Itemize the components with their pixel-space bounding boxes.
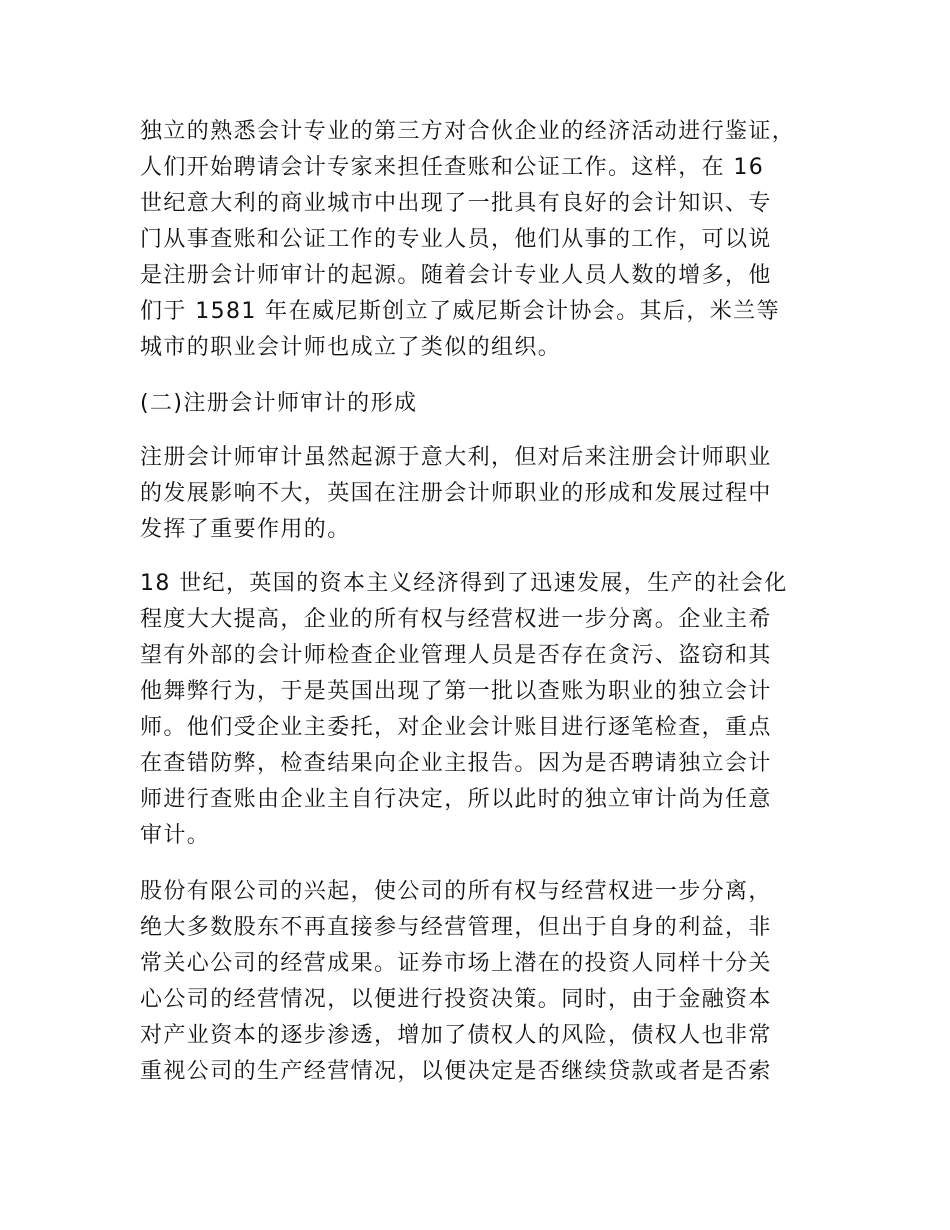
text-line: 的发展影响不大，英国在注册会计师职业的形成和发展过程中 bbox=[140, 481, 772, 506]
text-line: 18 世纪，英国的资本主义经济得到了迅速发展，生产的社会化 bbox=[140, 571, 788, 596]
text-line: 常关心公司的经营成果。证券市场上潜在的投资人同样十分关 bbox=[140, 951, 772, 976]
text-line: 他舞弊行为，于是英国出现了第一批以查账为职业的独立会计 bbox=[140, 679, 772, 704]
text-line: 师。他们受企业主委托，对企业会计账目进行逐笔检查，重点 bbox=[140, 715, 772, 740]
text-line: 人们开始聘请会计专家来担任查账和公证工作。这样，在 16 bbox=[140, 155, 765, 180]
text-line: 程度大大提高，企业的所有权与经营权进一步分离。企业主希 bbox=[140, 607, 772, 632]
text-line: 股份有限公司的兴起，使公司的所有权与经营权进一步分离， bbox=[140, 879, 772, 904]
text-line: 独立的熟悉会计专业的第三方对合伙企业的经济活动进行鉴证， bbox=[140, 119, 796, 144]
text-line: 望有外部的会计师检查企业管理人员是否存在贪污、盗窃和其 bbox=[140, 643, 772, 668]
paragraph-joint-stock bbox=[140, 874, 820, 1090]
heading-line: (二)注册会计师审计的形成 bbox=[140, 391, 418, 416]
paragraph-formation bbox=[140, 440, 820, 548]
text-line: 心公司的经营情况，以便进行投资决策。同时，由于金融资本 bbox=[140, 987, 772, 1012]
text-line: 师进行查账由企业主自行决定，所以此时的独立审计尚为任意 bbox=[140, 787, 772, 812]
text-line: 注册会计师审计虽然起源于意大利，但对后来注册会计师职业 bbox=[140, 445, 772, 470]
text-line: 门从事查账和公证工作的专业人员，他们从事的工作，可以说 bbox=[140, 227, 772, 252]
text-line: 发挥了重要作用的。 bbox=[140, 517, 351, 542]
text-line: 城市的职业会计师也成立了类似的组织。 bbox=[140, 335, 562, 360]
text-line: 对产业资本的逐步渗透，增加了债权人的风险，债权人也非常 bbox=[140, 1023, 772, 1048]
paragraph-18th-century bbox=[140, 566, 820, 854]
section-heading bbox=[140, 386, 820, 422]
text-line: 是注册会计师审计的起源。随着会计专业人员人数的增多，他 bbox=[140, 263, 772, 288]
text-line: 在查错防弊，检查结果向企业主报告。因为是否聘请独立会计 bbox=[140, 751, 772, 776]
text-line: 绝大多数股东不再直接参与经营管理，但出于自身的利益，非 bbox=[140, 915, 772, 940]
paragraph-origin bbox=[140, 114, 820, 366]
text-line: 们于 1581 年在威尼斯创立了威尼斯会计协会。其后，米兰等 bbox=[140, 299, 780, 324]
text-line: 重视公司的生产经营情况，以便决定是否继续贷款或者是否索 bbox=[140, 1059, 772, 1084]
text-line: 审计。 bbox=[140, 823, 211, 848]
text-line: 世纪意大利的商业城市中出现了一批具有良好的会计知识、专 bbox=[140, 191, 772, 216]
